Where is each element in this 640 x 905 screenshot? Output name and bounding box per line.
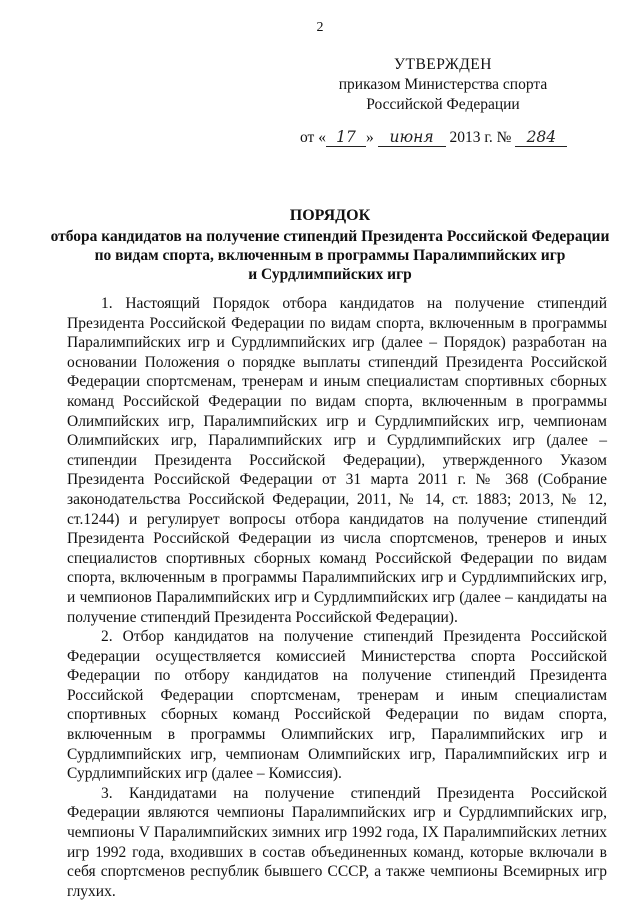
page-number: 2 [316, 20, 324, 35]
document-body [67, 294, 607, 901]
paragraph-1: 1. Настоящий Порядок отбора кандидатов на получение стипендий Президента Российской Федерации по видам спорта, включенным в программы Паралимпийских игр и Сурдлимпийских игр (далее – Порядок) разработан на основании Положения о порядке выплаты стипендий Президента Российской Федерации спортсменам, тренерам и иным специалистам спортивных сборных команд Российской Федерации по видам спорта, включенным в программы Олимпийских игр, Паралимпийских игр и Сурдлимпийских игр, чемпионам Олимпийских игр, Паралимпийских игр и Сурдлимпийских игр (далее – стипендии Президента Российской Федерации), утвержденного Указом Президента Российской Федерации от 31 марта 2011 г. № 368 (Собрание законодательства Российской Федерации, 2011, № 14, ст. 1883; 2013, № 12, ст.1244) и регулирует вопросы отбора кандидатов на получение стипендий Президента Российской Федерации из числа спортсменов, тренеров и иных специалистов спортивных сборных команд Российской Федерации по видам спорта, включенным в программы Паралимпийских игр и Сурдлимпийских игр, и чемпионов Паралимпийских игр и Сурдлимпийских игр (далее – кандидаты на получение стипендий Президента Российской Федерации). [67, 295, 607, 626]
approval-heading: УТВЕРЖДЕН [394, 56, 492, 73]
order-number-handwritten: 284 [515, 128, 567, 147]
order-year: 2013 г. № [449, 129, 512, 146]
order-date-line [300, 128, 567, 147]
order-mid: » [365, 129, 374, 146]
order-month-handwritten: июня [378, 128, 446, 147]
document-title-block [40, 206, 620, 284]
approval-line-2: Российской Федерации [366, 96, 520, 113]
document-heading: ПОРЯДОК [289, 207, 371, 224]
order-prefix: от « [300, 129, 326, 146]
paragraph-3: 3. Кандидатами на получение стипендий Президента Российской Федерации являются чемпионы Паралимпийских игр и Сурдлимпийских игр, чемпионы V Паралимпийских зимних игр 1992 года, IX Паралимпийских летних игр 1992 года, входивших в состав объединенных команд, которые включали в себя спортсменов республик бывшего СССР, а также чемпионы Всемирных игр глухих. [67, 784, 607, 900]
approval-stamp [328, 55, 558, 115]
approval-line-1: приказом Министерства спорта [338, 76, 548, 93]
paragraph-2: 2. Отбор кандидатов на получение стипендий Президента Российской Федерации осуществляется комиссией Министерства спорта Российской Федерации по отбору кандидатов на получение стипендий Президента Российской Федерации спортсменам, тренерам и иным специалистам спортивных сборных команд Российской Федерации по видам спорта, включенным в программы Олимпийских игр, Паралимпийских игр и Сурдлимпийских игр, чемпионам Олимпийских игр, Паралимпийских игр и Сурдлимпийских игр (далее – Комиссия). [67, 628, 607, 783]
order-day-handwritten: 17 [326, 128, 366, 147]
title-line-3: и Сурдлимпийских игр [248, 266, 412, 283]
title-line-1: отбора кандидатов на получение стипендий Президента Российской Федерации [50, 228, 610, 245]
title-line-2: по видам спорта, включенным в программы Паралимпийских игр [94, 247, 566, 264]
